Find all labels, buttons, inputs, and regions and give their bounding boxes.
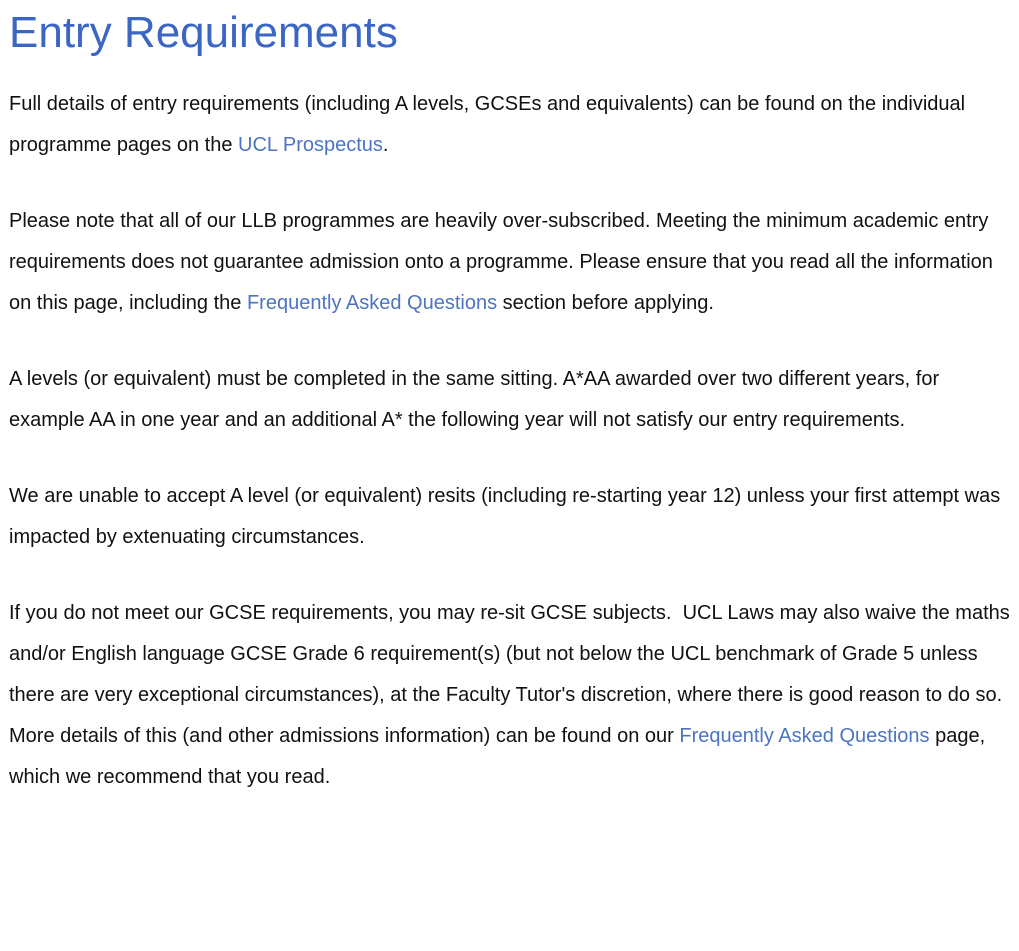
paragraph — [9, 593, 1016, 798]
inline-link[interactable]: Frequently Asked Questions — [246, 291, 498, 314]
page-title: Entry Requirements — [9, 8, 398, 57]
page-content — [9, 84, 1016, 798]
inline-link[interactable]: UCL Prospectus — [238, 133, 383, 156]
text-run: Full details of entry requirements (including A levels, GCSEs and equivalents) can be found on the individual programme pages on the — [9, 92, 971, 156]
paragraph — [9, 201, 1010, 324]
text-run: page, which we recommend that you read. — [9, 724, 991, 788]
text-run: A levels (or equivalent) must be completed in the same sitting. A*AA awarded over two different years, for example AA in one year and an additional A* the following year will not satisfy our entry requirements. — [9, 367, 945, 431]
paragraph — [9, 476, 1010, 558]
text-run: . — [382, 133, 389, 156]
text-run: If you do not meet our GCSE requirements, you may re-sit GCSE subjects. UCL Laws may also waive the maths and/or English language GCSE Grade 6 requirement(s) (but not below the UCL benchmark of Grade 5 unless there are very exceptional circumstances), at the Faculty Tutor's discretion, where there is good reason to do so. More details of this (and other admissions information) can be found on our — [9, 601, 1016, 747]
paragraph — [9, 359, 1010, 441]
text-run: section before applying. — [497, 291, 714, 314]
text-run: Please note that all of our LLB programmes are heavily over-subscribed. Meeting the minimum academic entry requirements does not guarantee admission onto a programme. Please ensure that you read all the information on this page, including the — [9, 209, 999, 314]
paragraph — [9, 84, 1010, 166]
text-run: We are unable to accept A level (or equivalent) resits (including re-starting year 12) unless your first attempt was impacted by extenuating circumstances. — [9, 484, 1006, 548]
inline-link[interactable]: Frequently Asked Questions — [679, 724, 930, 747]
